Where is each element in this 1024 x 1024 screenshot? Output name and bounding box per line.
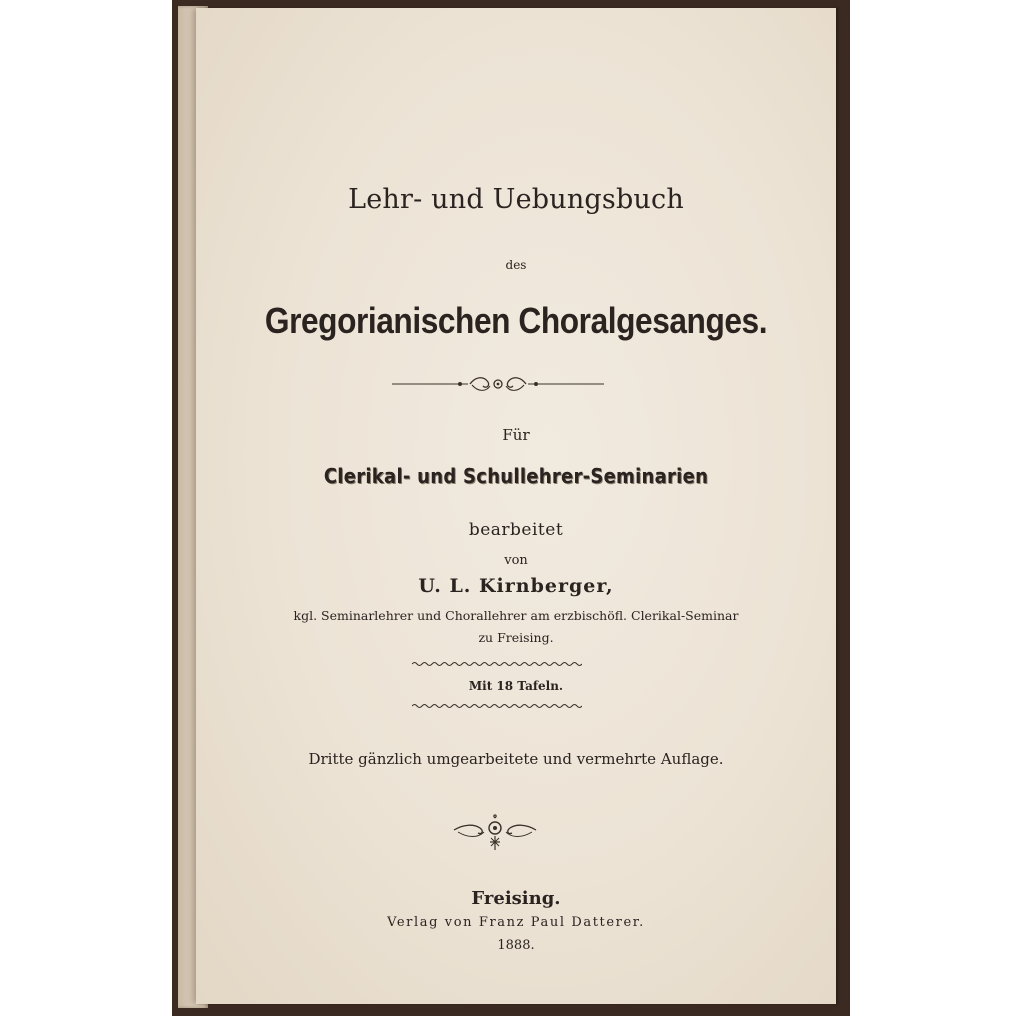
title-divider-ornament-icon <box>392 374 604 394</box>
author-role: kgl. Seminarlehrer und Chorallehrer am erzbischöfl. Clerikal-Seminar <box>293 608 739 623</box>
edited-label: bearbeitet <box>468 520 564 540</box>
publisher-name: Verlag von Franz Paul Datterer. <box>387 915 645 930</box>
title-line-2: des <box>505 258 527 272</box>
publisher-city: Freising. <box>471 888 561 909</box>
author-place: zu Freising. <box>478 630 554 645</box>
for-label: Für <box>502 426 530 444</box>
wavy-rule-bottom-icon <box>412 702 582 710</box>
by-label: von <box>504 553 528 568</box>
title-page <box>196 8 836 1004</box>
floral-vignette-icon <box>450 810 540 854</box>
audience: Clerikal- und Schullehrer-Seminarien <box>323 464 709 488</box>
wavy-rule-top-icon <box>412 660 582 668</box>
title-line-1: Lehr- und Uebungsbuch <box>348 184 684 215</box>
publication-year: 1888. <box>497 938 535 953</box>
edition-note: Dritte gänzlich umgearbeitete und vermehrte Auflage. <box>308 750 724 768</box>
title-main: Gregorianischen Choralgesanges. <box>264 300 768 341</box>
author-name: U. L. Kirnberger, <box>418 575 614 597</box>
plates-note: Mit 18 Tafeln. <box>468 679 564 693</box>
